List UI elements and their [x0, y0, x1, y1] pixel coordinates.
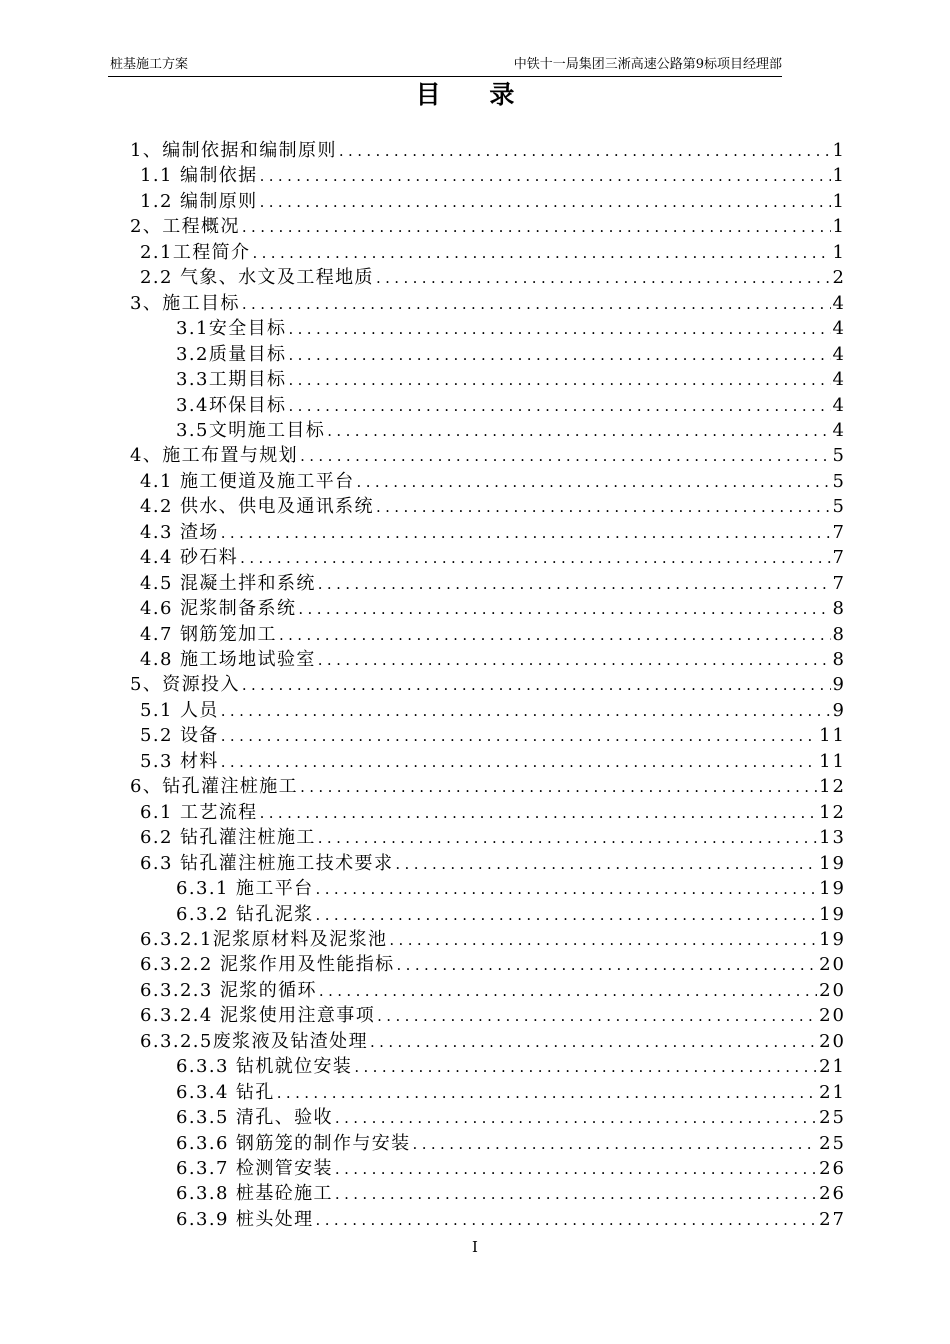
toc-entry-label: 2、工程概况 — [130, 216, 240, 238]
toc-entry-page: 2 — [832, 267, 846, 289]
toc-entry[interactable] — [130, 291, 846, 317]
toc-entry-label: 3.2质量目标 — [176, 343, 287, 365]
toc-entry-page: 19 — [819, 878, 846, 900]
page-number: I — [472, 1238, 478, 1256]
toc-entry[interactable] — [140, 978, 846, 1004]
toc-entry-label: 4、施工布置与规划 — [130, 445, 299, 467]
toc-dot-leader — [277, 1081, 817, 1106]
toc-dot-leader — [335, 1182, 817, 1207]
toc-entry-page: 1 — [832, 190, 846, 212]
toc-entry-page: 25 — [819, 1132, 846, 1154]
toc-dot-leader — [318, 648, 831, 673]
toc-entry-page: 21 — [819, 1081, 846, 1103]
toc-dot-leader — [221, 750, 817, 775]
toc-entry-page: 4 — [832, 369, 846, 391]
toc-dot-leader — [318, 826, 817, 851]
toc-dot-leader — [376, 495, 831, 520]
toc-entry[interactable] — [176, 418, 846, 444]
toc-entry-page: 20 — [819, 954, 846, 976]
toc-dot-leader — [339, 139, 831, 164]
toc-entry-label: 1.1 编制依据 — [140, 165, 258, 187]
toc-entry[interactable] — [176, 1131, 846, 1157]
page-header — [108, 56, 782, 77]
toc-dot-leader — [316, 1208, 818, 1233]
toc-dot-leader — [413, 1132, 818, 1157]
toc-entry-page: 19 — [819, 903, 846, 925]
toc-entry[interactable] — [176, 342, 846, 368]
toc-entry-label: 6.1 工艺流程 — [140, 801, 258, 823]
toc-entry-page: 20 — [819, 1005, 846, 1027]
toc-entry[interactable] — [140, 851, 846, 877]
toc-entry-page: 5 — [832, 496, 846, 518]
toc-entry-page: 26 — [819, 1158, 846, 1179]
toc-entry-label: 4.1 施工便道及施工平台 — [140, 470, 355, 492]
toc-dot-leader — [260, 801, 818, 826]
toc-dot-leader — [288, 394, 830, 419]
toc-dot-leader — [316, 903, 818, 928]
toc-entry[interactable] — [130, 138, 846, 164]
toc-entry[interactable] — [140, 1003, 846, 1029]
toc-entry[interactable] — [176, 393, 846, 419]
toc-entry[interactable] — [140, 749, 846, 775]
toc-entry-page: 7 — [832, 547, 846, 569]
toc-entry-label: 6.3 钻孔灌注桩施工技术要求 — [140, 852, 394, 874]
toc-entry-page: 21 — [819, 1056, 846, 1078]
toc-dot-leader — [354, 1055, 817, 1080]
toc-entry-page: 12 — [819, 776, 846, 798]
toc-entry-label: 5、资源投入 — [130, 674, 240, 696]
toc-entry-page: 20 — [819, 1030, 846, 1052]
toc-entry-page: 5 — [832, 445, 846, 467]
toc-entry-page: 1 — [832, 241, 846, 263]
toc-entry[interactable] — [140, 723, 846, 749]
toc-title: 目 录 — [415, 80, 535, 109]
toc-dot-leader — [252, 241, 830, 266]
toc-entry-label: 6.3.8 桩基砼施工 — [176, 1183, 333, 1205]
toc-entry[interactable] — [130, 214, 846, 240]
toc-entry-label: 5.2 设备 — [140, 725, 219, 747]
toc-dot-leader — [319, 979, 817, 1004]
toc-entry-page: 19 — [819, 852, 846, 874]
toc-entry-label: 5.1 人员 — [140, 699, 219, 721]
toc-entry-page: 9 — [832, 674, 846, 696]
toc-entry[interactable] — [140, 647, 846, 673]
toc-dot-leader — [377, 1004, 817, 1029]
toc-entry-page: 11 — [819, 725, 846, 747]
toc-dot-leader — [288, 368, 830, 393]
toc-entry-label: 4.5 混凝土拌和系统 — [140, 572, 316, 594]
toc-dot-leader — [240, 546, 830, 571]
toc-dot-leader — [298, 597, 830, 622]
toc-dot-leader — [389, 928, 817, 953]
toc-entry-label: 6.3.9 桩头处理 — [176, 1208, 314, 1230]
toc-entry-page: 8 — [832, 649, 846, 670]
toc-dot-leader — [242, 673, 831, 698]
toc-entry-label: 4.6 泥浆制备系统 — [140, 598, 297, 620]
toc-entry-label: 6.3.2.1泥浆原材料及泥浆池 — [140, 928, 388, 950]
toc-entry[interactable] — [176, 902, 846, 928]
toc-entry[interactable] — [176, 1080, 846, 1106]
toc-dot-leader — [335, 1157, 817, 1182]
toc-dot-leader — [260, 190, 831, 215]
toc-entry-label: 6.3.2.3 泥浆的循环 — [140, 979, 317, 1001]
toc-entry-label: 6.3.4 钻孔 — [176, 1081, 275, 1103]
toc-entry[interactable] — [130, 774, 846, 800]
toc-entry-page: 8 — [832, 623, 846, 645]
toc-entry-label: 1.2 编制原则 — [140, 190, 258, 212]
toc-entry-page: 11 — [819, 750, 846, 772]
toc-entry[interactable] — [130, 672, 846, 698]
toc-dot-leader — [395, 852, 817, 877]
toc-entry-label: 6.3.2 钻孔泥浆 — [176, 903, 314, 925]
toc-entry-label: 4.2 供水、供电及通讯系统 — [140, 496, 374, 518]
toc-dot-leader — [221, 699, 831, 724]
toc-entry-label: 3、施工目标 — [130, 292, 240, 314]
toc-entry[interactable] — [140, 698, 846, 724]
toc-dot-leader — [288, 343, 830, 368]
toc-dot-leader — [242, 215, 831, 240]
toc-entry[interactable] — [140, 1029, 846, 1055]
toc-dot-leader — [221, 724, 817, 749]
header-organization: 中铁十一局集团三淅高速公路第9标项目经理部 — [513, 57, 782, 72]
toc-entry-page: 1 — [832, 140, 846, 161]
toc-entry[interactable] — [140, 163, 846, 189]
toc-dot-leader — [335, 1106, 817, 1131]
toc-entry-page: 9 — [832, 699, 846, 721]
toc-entry[interactable] — [176, 1105, 846, 1131]
toc-entry-label: 3.5文明施工目标 — [176, 419, 326, 441]
toc-entry-page: 25 — [819, 1107, 846, 1129]
toc-entry[interactable] — [140, 825, 846, 851]
toc-entry[interactable] — [140, 545, 846, 571]
toc-entry-page: 4 — [832, 394, 846, 416]
toc-entry-label: 4.8 施工场地试验室 — [140, 649, 316, 670]
toc-entry-label: 3.1安全目标 — [176, 318, 287, 340]
toc-entry-label: 2.2 气象、水文及工程地质 — [140, 267, 374, 289]
toc-entry-page: 1 — [832, 165, 846, 187]
toc-entry-label: 2.1工程简介 — [140, 241, 251, 263]
toc-entry-page: 27 — [819, 1208, 846, 1230]
toc-dot-leader — [288, 317, 830, 342]
toc-entry-page: 12 — [819, 801, 846, 823]
toc-entry[interactable] — [140, 800, 846, 826]
toc-entry-label: 6.3.1 施工平台 — [176, 878, 314, 900]
toc-entry[interactable] — [140, 189, 846, 215]
toc-dot-leader — [300, 775, 817, 800]
toc-entry-page: 20 — [819, 979, 846, 1001]
toc-dot-leader — [327, 419, 830, 444]
toc-entry-label: 6、钻孔灌注桩施工 — [130, 776, 299, 798]
toc-entry-label: 3.4环保目标 — [176, 394, 287, 416]
toc-entry-page: 4 — [832, 318, 846, 340]
toc-entry[interactable] — [140, 952, 846, 978]
header-doc-title: 桩基施工方案 — [110, 57, 189, 72]
toc-entry[interactable] — [176, 1156, 846, 1182]
toc-entry[interactable] — [140, 265, 846, 291]
toc-entry-page: 4 — [832, 419, 846, 441]
toc-entry-label: 4.3 渣场 — [140, 521, 219, 543]
toc-entry-label: 6.3.6 钢筋笼的制作与安装 — [176, 1132, 411, 1154]
toc-entry[interactable] — [140, 494, 846, 520]
toc-entry-page: 7 — [832, 521, 846, 543]
toc-entry-page: 1 — [832, 216, 846, 238]
toc-entry[interactable] — [140, 240, 846, 266]
toc-entry-page: 26 — [819, 1183, 846, 1205]
toc-dot-leader — [397, 953, 818, 978]
toc-entry-page: 4 — [832, 343, 846, 365]
toc-dot-leader — [221, 521, 831, 546]
toc-entry-label: 6.2 钻孔灌注桩施工 — [140, 827, 316, 849]
toc-entry[interactable] — [140, 571, 846, 597]
toc-entry[interactable] — [140, 927, 846, 953]
toc-entry[interactable] — [176, 1054, 846, 1080]
toc-entry-page: 4 — [832, 292, 846, 314]
toc-dot-leader — [300, 444, 830, 469]
toc-entry[interactable] — [176, 367, 846, 393]
toc-entry-label: 4.4 砂石料 — [140, 547, 239, 569]
toc-entry-label: 5.3 材料 — [140, 750, 219, 772]
toc-dot-leader — [242, 292, 831, 317]
toc-entry[interactable] — [176, 1181, 846, 1207]
toc-entry-label: 6.3.2.4 泥浆使用注意事项 — [140, 1005, 376, 1027]
toc-dot-leader — [318, 572, 831, 597]
toc-entry-label: 6.3.2.2 泥浆作用及性能指标 — [140, 954, 395, 976]
toc-entry-label: 6.3.7 检测管安装 — [176, 1158, 333, 1179]
toc-dot-leader — [279, 623, 831, 648]
toc-entry-label: 3.3工期目标 — [176, 369, 287, 391]
toc-entry-page: 13 — [819, 827, 846, 849]
toc-entry-label: 6.3.3 钻机就位安装 — [176, 1056, 353, 1078]
toc-entry-label: 6.3.5 清孔、验收 — [176, 1107, 333, 1129]
toc-entry[interactable] — [176, 876, 846, 902]
toc-entry[interactable] — [130, 443, 846, 469]
toc-entry-page: 7 — [832, 572, 846, 594]
toc-entry-page: 19 — [819, 928, 846, 950]
toc-dot-leader — [316, 877, 818, 902]
toc-dot-leader — [357, 470, 831, 495]
toc-entry-page: 5 — [832, 470, 846, 492]
toc-entry[interactable] — [140, 469, 846, 495]
toc-dot-leader — [370, 1030, 817, 1055]
toc-entry[interactable] — [140, 622, 846, 648]
toc-entry[interactable] — [140, 520, 846, 546]
toc-entry-label: 1、编制依据和编制原则 — [130, 140, 337, 161]
toc-entry[interactable] — [176, 1207, 846, 1233]
toc-entry-label: 6.3.2.5废浆液及钻渣处理 — [140, 1030, 368, 1052]
toc-dot-leader — [376, 266, 831, 291]
toc-entry[interactable] — [140, 596, 846, 622]
toc-dot-leader — [260, 164, 831, 189]
toc-entry-label: 4.7 钢筋笼加工 — [140, 623, 277, 645]
toc-entry[interactable] — [176, 316, 846, 342]
toc-entry-page: 8 — [832, 598, 846, 620]
